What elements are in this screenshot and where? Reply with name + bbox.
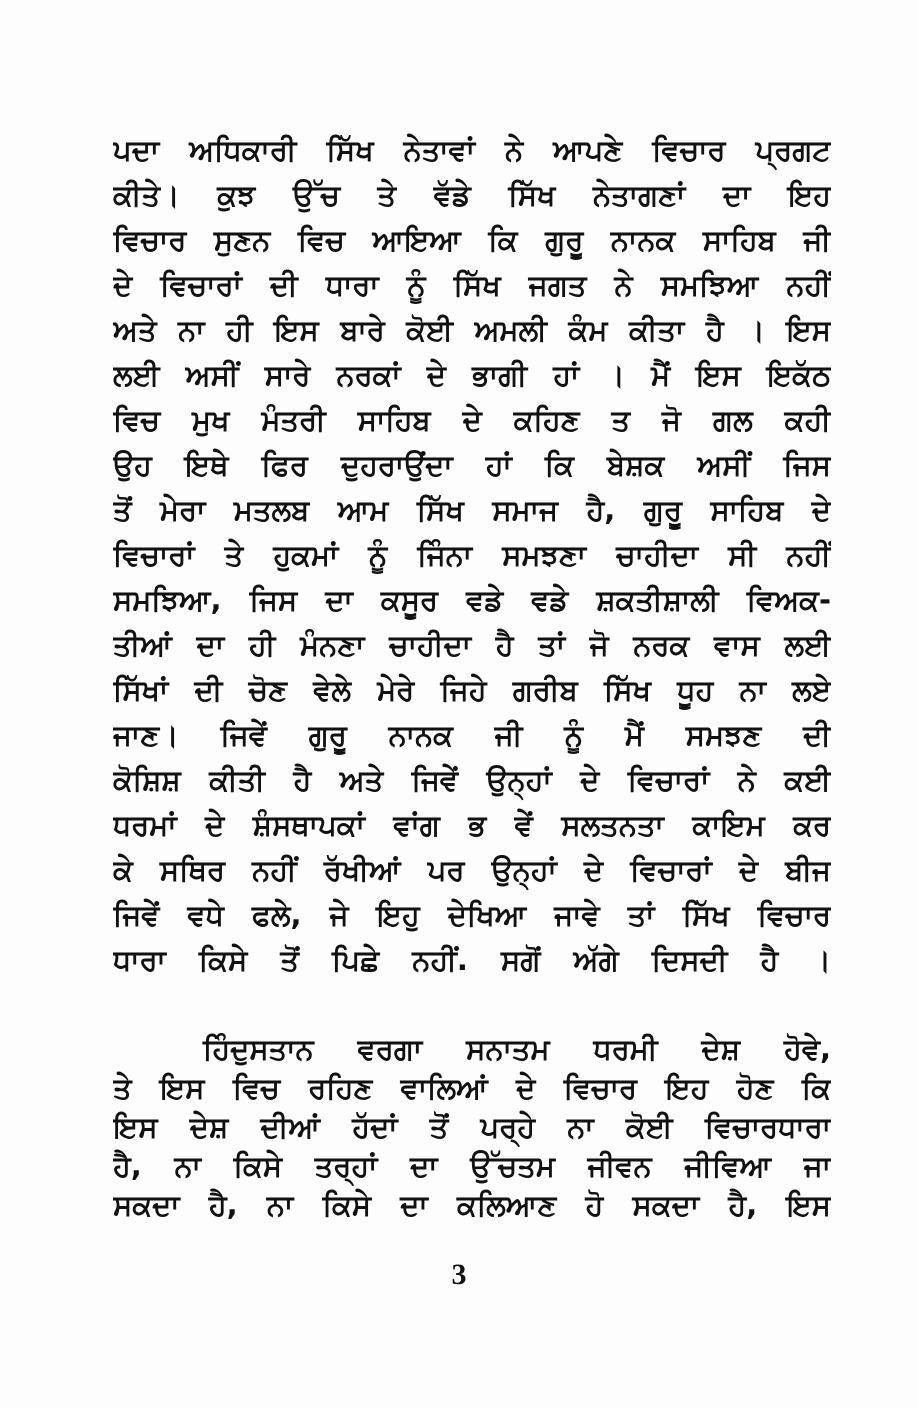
text-line: ਵਿਚਾਰ ਸੁਣਨ ਵਿਚ ਆਇਆ ਕਿ ਗੁਰੂ ਨਾਨਕ ਸਾਹਿਬ ਜੀ	[113, 223, 831, 257]
text-line: ਕੇ ਸਥਿਰ ਨਹੀਂ ਰੱਖੀਆਂ ਪਰ ਉਨ੍ਹਾਂ ਦੇ ਵਿਚਾਰਾਂ ਦੇ ਬੀਜ	[113, 853, 831, 887]
paragraph-1	[113, 128, 831, 983]
text-line: ਸਮਝਿਆ, ਜਿਸ ਦਾ ਕਸੂਰ ਵਡੇ ਵਡੇ ਸ਼ਕਤੀਸ਼ਾਲੀ ਵਿਅਕ-	[113, 583, 831, 617]
text-line: ਸਕਦਾ ਹੈ, ਨਾ ਕਿਸੇ ਦਾ ਕਲਿਆਣ ਹੋ ਸਕਦਾ ਹੈ, ਇਸ	[113, 1188, 831, 1222]
text-line: ਹਿੰਦੁਸਤਾਨ ਵਰਗਾ ਸਨਾਤਮ ਧਰਮੀ ਦੇਸ਼ ਹੋਵੇ,	[203, 1032, 831, 1066]
text-line: ਲਈ ਅਸੀਂ ਸਾਰੇ ਨਰਕਾਂ ਦੇ ਭਾਗੀ ਹਾਂ । ਮੈਂ ਇਸ ਇਕੱਠ	[113, 358, 831, 392]
text-line: ਧਾਰਾ ਕਿਸੇ ਤੋਂ ਪਿਛੇ ਨਹੀਂ. ਸਗੋਂ ਅੱਗੇ ਦਿਸਦੀ ਹੈ ।	[113, 943, 831, 977]
text-line: ਕੋਸ਼ਿਸ਼ ਕੀਤੀ ਹੈ ਅਤੇ ਜਿਵੇਂ ਉਨ੍ਹਾਂ ਦੇ ਵਿਚਾਰਾਂ ਨੇ ਕਈ	[113, 763, 831, 797]
text-line: ਜਿਵੇਂ ਵਧੇ ਫਲੇ, ਜੇ ਇਹੁ ਦੇਖਿਆ ਜਾਵੇ ਤਾਂ ਸਿੱਖ ਵਿਚਾਰ	[113, 898, 831, 932]
text-line: ਅਤੇ ਨਾ ਹੀ ਇਸ ਬਾਰੇ ਕੋਈ ਅਮਲੀ ਕੰਮ ਕੀਤਾ ਹੈ । ਇਸ	[113, 313, 831, 347]
paragraph-2	[113, 1030, 831, 1225]
text-line: ਹੈ, ਨਾ ਕਿਸੇ ਤਰ੍ਹਾਂ ਦਾ ਉੱਚਤਮ ਜੀਵਨ ਜੀਵਿਆ ਜਾ	[113, 1149, 831, 1183]
text-line: ਇਸ ਦੇਸ਼ ਦੀਆਂ ਹੱਦਾਂ ਤੋਂ ਪਰ੍ਹੇ ਨਾ ਕੋਈ ਵਿਚਾਰਧਾਰਾ	[113, 1110, 831, 1144]
text-line: ਜਾਣ। ਜਿਵੇਂ ਗੁਰੂ ਨਾਨਕ ਜੀ ਨੂੰ ਮੈਂ ਸਮਝਣ ਦੀ	[113, 718, 831, 752]
text-line: ਧਰਮਾਂ ਦੇ ਸ਼ੰਸਥਾਪਕਾਂ ਵਾਂਗ ਭ ਵੇਂ ਸਲਤਨਤਾ ਕਾਇਮ ਕਰ	[113, 808, 831, 842]
page-number: 3	[451, 1258, 467, 1291]
text-line: ਤੀਆਂ ਦਾ ਹੀ ਮੰਨਣਾ ਚਾਹੀਦਾ ਹੈ ਤਾਂ ਜੋ ਨਰਕ ਵਾਸ ਲਈ	[113, 628, 831, 662]
text-line: ਸਿੱਖਾਂ ਦੀ ਚੋਣ ਵੇਲੇ ਮੇਰੇ ਜਿਹੇ ਗਰੀਬ ਸਿੱਖ ਧੂਹ ਨਾ ਲਏ	[113, 673, 831, 707]
text-line: ਕੀਤੇ। ਕੁਝ ਉੱਚ ਤੇ ਵੱਡੇ ਸਿੱਖ ਨੇਤਾਗਣਾਂ ਦਾ ਇਹ	[113, 178, 831, 212]
text-line: ਤੋਂ ਮੇਰਾ ਮਤਲਬ ਆਮ ਸਿੱਖ ਸਮਾਜ ਹੈ, ਗੁਰੂ ਸਾਹਿਬ ਦੇ	[113, 493, 831, 527]
text-line: ਵਿਚਾਰਾਂ ਤੇ ਹੁਕਮਾਂ ਨੂੰ ਜਿੰਨਾ ਸਮਝਣਾ ਚਾਹੀਦਾ ਸੀ ਨਹੀਂ	[113, 538, 831, 572]
text-line: ਦੇ ਵਿਚਾਰਾਂ ਦੀ ਧਾਰਾ ਨੂੰ ਸਿੱਖ ਜਗਤ ਨੇ ਸਮਝਿਆ ਨਹੀਂ	[113, 268, 831, 302]
text-line: ਪਦਾ ਅਧਿਕਾਰੀ ਸਿੱਖ ਨੇਤਾਵਾਂ ਨੇ ਆਪਣੇ ਵਿਚਾਰ ਪ੍ਰਗਟ	[113, 133, 831, 167]
text-line: ਤੇ ਇਸ ਵਿਚ ਰਹਿਣ ਵਾਲਿਆਂ ਦੇ ਵਿਚਾਰ ਇਹ ਹੋਣ ਕਿ	[113, 1071, 831, 1105]
text-line: ਵਿਚ ਮੁਖ ਮੰਤਰੀ ਸਾਹਿਬ ਦੇ ਕਹਿਣ ਤ ਜੋ ਗਲ ਕਹੀ	[113, 403, 831, 437]
text-line: ਉਹ ਇਥੇ ਫਿਰ ਦੁਹਰਾਉਂਦਾ ਹਾਂ ਕਿ ਬੇਸ਼ਕ ਅਸੀਂ ਜਿਸ	[113, 448, 831, 482]
